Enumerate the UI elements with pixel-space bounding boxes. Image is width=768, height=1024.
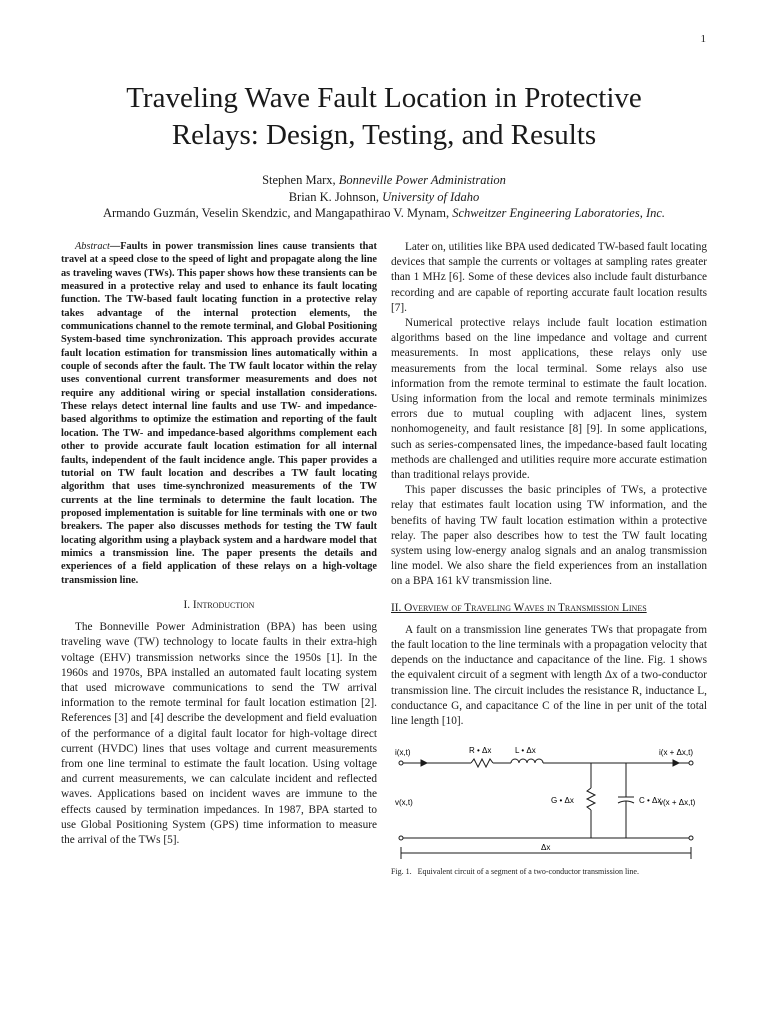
author-line	[0, 172, 768, 189]
circuit-diagram	[391, 743, 707, 863]
page-number: 1	[700, 33, 706, 45]
section-heading-overview: II. Overview of Traveling Waves in Transmission Lines	[391, 601, 647, 614]
left-column	[61, 240, 377, 848]
title-line-1: Traveling Wave Fault Location in Protective	[126, 82, 642, 114]
body-paragraph: Later on, utilities like BPA used dedicated TW-based fault locating devices that sample the currents or voltages at sampling rates greater than 1 MHz [6]. Some of these devices also include fault disturbance recording and are capable of reporting accurate fault location results [7].	[391, 241, 707, 314]
author-affiliation: University of Idaho	[382, 189, 480, 204]
author-names: Armando Guzmán, Veselin Skendzic, and Mangapathirao V. Mynam,	[102, 206, 453, 220]
abstract	[61, 240, 377, 587]
section-heading-introduction: I. Introduction	[183, 598, 255, 611]
body-paragraph: Numerical protective relays include fault location estimation algorithms based on the line impedance and voltage and current measurements. In most applications, these relays only use measurements from the local terminal. Some relays also use information from the remote terminal to estimate the fault location. Using information from the local and remote terminals minimizes errors due to mutual coupling with adjacent lines, system nonhomogeneity, and fault resistance [8] [9]. In some applications, such as series-compensated lines, the impedance-based fault locating methods are challenged and utilities require more accurate estimation than traditional relays provide.	[391, 317, 707, 482]
author-names: Brian K. Johnson,	[288, 189, 383, 204]
author-affiliation: Bonneville Power Administration	[338, 173, 506, 187]
body-paragraph: This paper discusses the basic principles of TWs, a protective relay that estimates fault location using TW information, and the benefits of having TW fault location estimation within a protective relay. The paper also describes how to test the TW fault locating system using low-energy analog signals and an analog transmission line model. We also share the field experiences from an installation on a BPA 161 kV transmission line.	[391, 484, 707, 588]
label-i-right: i(x + Δx,t)	[659, 748, 694, 758]
author-line	[0, 189, 768, 206]
right-column	[391, 240, 707, 877]
figure-caption	[391, 867, 707, 877]
author-block	[0, 172, 768, 222]
author-line	[0, 205, 768, 222]
figure-1	[391, 743, 707, 863]
paper-title	[0, 80, 768, 154]
figure-caption-label: Fig. 1.	[391, 867, 412, 877]
label-i-left: i(x,t)	[395, 748, 411, 758]
title-line-2: Relays: Design, Testing, and Results	[171, 119, 597, 151]
abstract-text: Faults in power transmission lines cause transients that travel at a speed close to the speed of light and propagate along the line as traveling waves (TWs). This paper shows how these transients can be measured in a protective relay and used to enhance its fault locating function. The TW-based fault locating function in a protective relay takes advantage of the internal protection elements, the communications channel to the remote terminal, and Global Positioning System-based time synchronization. This approach provides accurate fault location estimation for transmission lines automatically within a couple of seconds after the fault. The TW fault locator within the relay uses conventional current transformer measurements and does not require any additional wiring or special installation considerations. These relays detect internal line faults and use TW- and impedance-based algorithms to optimize the estimation and reporting of the fault location. The TW- and impedance-based algorithms complement each other to provide accurate fault location estimation for all internal faults, independent of the fault incidence angle. This paper provides a tutorial on TW fault location and describes a TW fault locating algorithm that uses time-synchronized measurements of the TW currents at the line terminals to determine the fault location. The proposed implementation is suitable for line terminals with one or two breakers. The paper also discusses methods for testing the TW fault locating algorithm using a playback system and a hardware model that mimics a transmission line. The paper presents the details and experiences of a field application of these relays on a high-voltage transmission line.	[61, 241, 377, 586]
label-v-right: v(x + Δx,t)	[659, 798, 696, 808]
abstract-dash: —	[109, 241, 121, 252]
label-g: G • Δx	[551, 796, 574, 806]
overview-paragraph: A fault on a transmission line generates TWs that propagate from the fault location to the line terminals with a propagation velocity that depends on the inductance and capacitance of the line. Fig. 1 shows the equivalent circuit of a segment with length Δx of a two-conductor transmission line. The circuit includes the resistance R, inductance L, conductance G, and capacitance C of the line in per unit of the total line length [10].	[391, 623, 707, 728]
label-l: L • Δx	[515, 746, 536, 756]
author-affiliation: Schweitzer Engineering Laboratories, Inc.	[452, 206, 666, 220]
figure-caption-text: Equivalent circuit of a segment of a two-conductor transmission line.	[417, 867, 639, 877]
label-c: C • Δx	[639, 796, 662, 806]
label-v-left: v(x,t)	[395, 798, 413, 808]
label-r: R • Δx	[469, 746, 492, 756]
author-names: Stephen Marx,	[262, 173, 339, 187]
label-dx: Δx	[541, 843, 551, 853]
abstract-label: Abstract	[75, 241, 110, 252]
introduction-paragraph: The Bonneville Power Administration (BPA) has been using traveling wave (TW) technology to locate faults in their extra-high voltage (EHV) transmission networks since the 1950s [1]. In the 1960s and 1970s, BPA installed an automated fault locating system that used microwave communications to send the TW arrival information to the remote terminal for fault location estimation [2]. References [3] and [4] describe the development and field evaluation of the performance of a digital fault locator for high-voltage direct current (HVDC) lines that uses voltage and current measurements from one line terminal to estimate the fault location. Using voltage and current measurements, we can calculate incident and reflected waves. Applications based on incident waves are immune to the effects caused by termination impedances. In 1987, BPA started to use Global Positioning System (GPS) time information to measure the arrival of the TWs [5].	[61, 621, 377, 846]
